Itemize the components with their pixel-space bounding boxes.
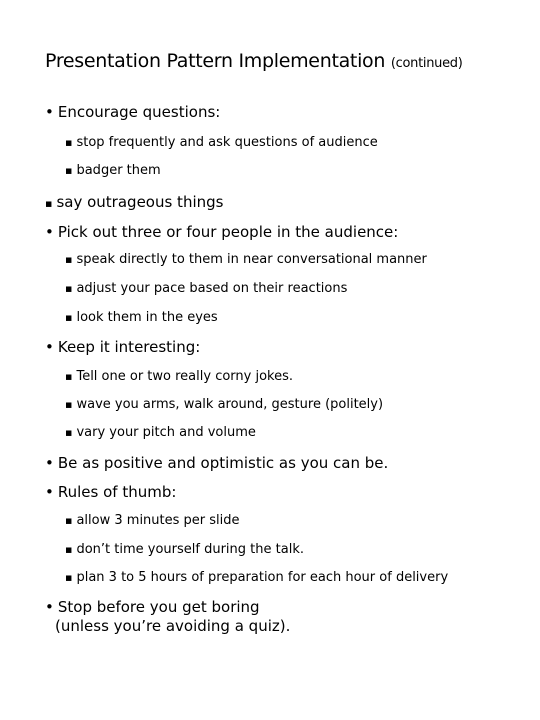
title-suffix: (continued)	[390, 56, 463, 71]
title-main: Presentation Pattern Implementation	[45, 50, 386, 72]
sub-bullet-preparation: ▪ plan 3 to 5 hours of preparation for each hour of delivery	[65, 570, 448, 585]
sub-bullet-stop-frequently: ▪ stop frequently and ask questions of audience	[65, 135, 378, 150]
sub-bullet-corny-jokes: ▪ Tell one or two really corny jokes.	[65, 369, 293, 384]
bullet-keep-interesting: • Keep it interesting:	[45, 338, 200, 356]
bullet-rules-of-thumb: • Rules of thumb:	[45, 483, 176, 501]
sub-bullet-wave-arms: ▪ wave you arms, walk around, gesture (politely)	[65, 397, 383, 412]
bullet-stop-continuation: (unless you’re avoiding a quiz).	[55, 617, 291, 635]
sub-bullet-vary-pitch: ▪ vary your pitch and volume	[65, 425, 256, 440]
bullet-stop-before-boring: • Stop before you get boring	[45, 598, 260, 616]
slide-title	[45, 50, 463, 72]
sub-bullet-three-minutes: ▪ allow 3 minutes per slide	[65, 513, 240, 528]
bullet-say-outrageous: ▪ say outrageous things	[45, 193, 223, 211]
bullet-encourage-questions: • Encourage questions:	[45, 103, 220, 121]
sub-bullet-badger-them: ▪ badger them	[65, 163, 161, 178]
sub-bullet-dont-time: ▪ don’t time yourself during the talk.	[65, 542, 304, 557]
bullet-pick-out-people: • Pick out three or four people in the audience:	[45, 223, 398, 241]
sub-bullet-adjust-pace: ▪ adjust your pace based on their reactions	[65, 281, 347, 296]
sub-bullet-speak-directly: ▪ speak directly to them in near conversational manner	[65, 252, 427, 267]
sub-bullet-look-eyes: ▪ look them in the eyes	[65, 310, 218, 325]
bullet-be-positive: • Be as positive and optimistic as you can be.	[45, 454, 388, 472]
